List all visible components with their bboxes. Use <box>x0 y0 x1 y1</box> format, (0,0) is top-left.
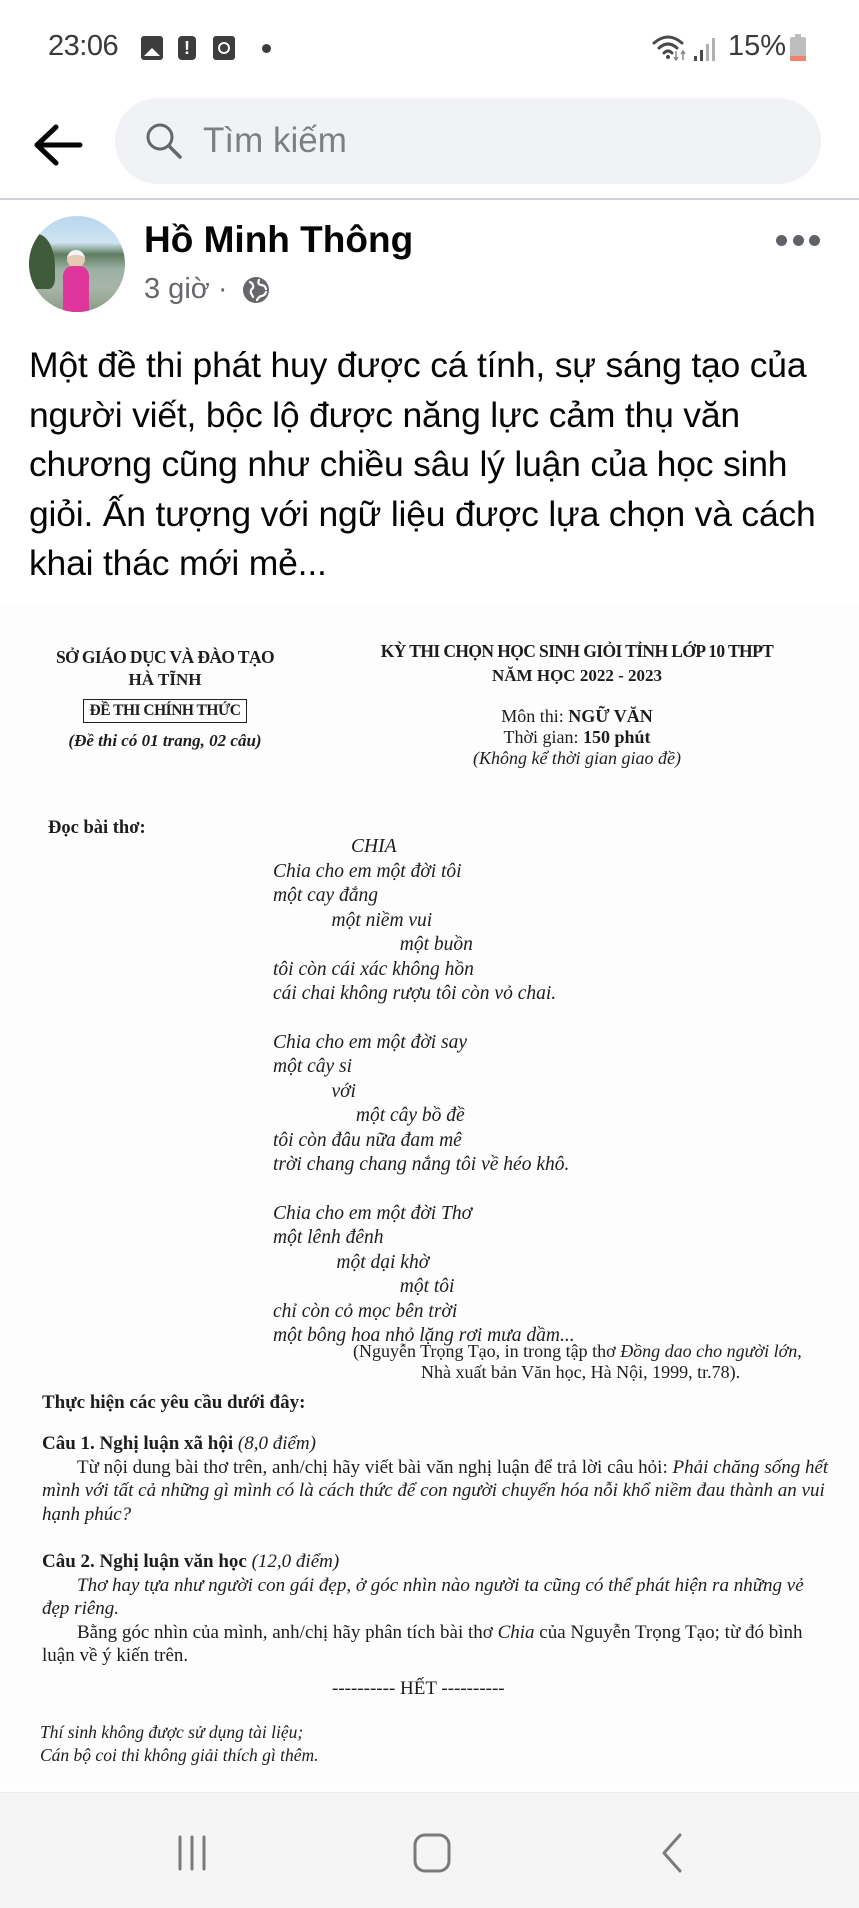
back-button[interactable] <box>28 115 88 175</box>
poem-line: một dại khờ <box>273 1251 430 1273</box>
question-2: Câu 2. Nghị luận văn học (12,0 điểm) Thơ hay tựa như người con gái đẹp, ở góc nhìn nào người ta cũng có thể phát hiện ra những vẻ đẹp riêng. Bằng góc nhìn của mình, anh/chị hãy phân tích bài thơ Chia của Nguyễn Trọng Tạo; từ đó bình luận về ý kiến trên. <box>42 1550 832 1668</box>
alert-notification-icon <box>178 36 196 60</box>
poem-line: trời chang chang nắng tôi về héo khô. <box>273 1154 570 1175</box>
doc-read-label: Đọc bài thơ: <box>48 818 146 838</box>
doc-org-block <box>40 647 290 751</box>
globe-icon <box>242 276 270 304</box>
system-nav-bar <box>0 1792 859 1908</box>
doc-time-note: (Không kể thời gian giao đề) <box>472 748 682 768</box>
post-text: Một đề thi phát huy được cá tính, sự sáng tạo của người viết, bộc lộ được năng lực cảm thụ văn chương cũng như chiều sâu lý luận của học sinh giỏi. Ấn tượng với ngữ liệu được lựa chọn và cách khai thác mới mẻ... <box>29 345 816 583</box>
doc-exam-block <box>362 641 792 769</box>
back-icon <box>652 1831 692 1875</box>
poem-title: CHIA <box>351 836 397 857</box>
post-time[interactable]: 3 giờ <box>144 273 210 305</box>
image-notification-icon <box>141 36 163 60</box>
poem-line: cái chai không rượu tôi còn vỏ chai. <box>273 983 557 1004</box>
home-icon <box>410 1831 454 1875</box>
doc-exam-title: KỲ THI CHỌN HỌC SINH GIỎI TỈNH LỚP 10 THPT <box>380 641 774 661</box>
more-notifications-dot-icon <box>262 44 271 53</box>
q2-title: Câu 2. Nghị luận văn học <box>42 1551 247 1572</box>
battery-percent: 15% <box>728 30 787 62</box>
poem-line: tôi còn đâu nữa đam mê <box>273 1129 462 1151</box>
more-horizontal-icon <box>776 235 787 246</box>
poem-line: Chia cho em một đời say <box>273 1031 468 1053</box>
wifi-icon <box>652 34 688 62</box>
status-bar <box>0 0 859 95</box>
search-icon <box>143 120 185 162</box>
poem-line: tôi còn cái xác không hồn <box>273 958 474 980</box>
author-name[interactable]: Hồ Minh Thông <box>144 219 414 260</box>
home-button[interactable] <box>402 1823 462 1883</box>
question-1: Câu 1. Nghị luận xã hội (8,0 điểm) Từ nội dung bài thơ trên, anh/chị hãy viết bài văn nghị luận để trả lời câu hỏi: Phải chăng sống hết mình với tất cả những gì mình có là cách thức để con người chuyển hóa nỗi khổ niềm đau thành an vui hạnh phúc? <box>42 1433 829 1525</box>
post-photo-exam-paper[interactable] <box>0 605 859 1785</box>
q2-points: (12,0 điểm) <box>246 1551 340 1572</box>
poem-line: với <box>273 1080 356 1102</box>
author-avatar[interactable] <box>29 216 125 312</box>
poem-line: Chia cho em một đời Thơ <box>273 1202 473 1224</box>
poem-line: một bông hoa nhỏ lặng rơi mưa dầm... <box>273 1325 575 1346</box>
end-mark: ---------- HẾT ---------- <box>332 1678 505 1699</box>
doc-org-line1: SỞ GIÁO DỤC VÀ ĐÀO TẠO <box>55 647 275 667</box>
search-input[interactable] <box>203 121 763 161</box>
poem-line: chỉ còn cỏ mọc bên trời <box>273 1300 458 1322</box>
poem-line: một cay đắng <box>273 885 379 906</box>
post-header <box>0 213 859 323</box>
doc-footnote: Thí sinh không được sử dụng tài liệu; Cán bộ coi thi không giải thích gì thêm. <box>40 1722 319 1765</box>
more-options-button[interactable] <box>776 225 820 255</box>
recent-apps-icon <box>172 1833 212 1873</box>
system-back-button[interactable] <box>642 1823 702 1883</box>
q1-points: (8,0 điểm) <box>233 1433 316 1454</box>
signal-icon <box>693 36 715 62</box>
q2-quote: Thơ hay tựa như người con gái đẹp, ở góc nhìn nào người ta cũng có thể phát hiện ra những vẻ đẹp riêng. <box>42 1574 804 1619</box>
search-box[interactable] <box>115 98 821 184</box>
poem-line: một cây bồ đề <box>273 1105 465 1126</box>
search-header <box>0 95 859 200</box>
poem-line: một buồn <box>273 934 473 955</box>
status-time: 23:06 <box>48 30 119 62</box>
clock-notification-icon <box>213 36 235 60</box>
poem-line: một tôi <box>273 1276 455 1297</box>
doc-school-year: NĂM HỌC 2022 - 2023 <box>492 666 662 685</box>
poem <box>273 835 575 1349</box>
battery-icon <box>790 34 806 61</box>
post-meta <box>144 273 270 306</box>
doc-pages-note: (Đề thi có 01 trang, 02 câu) <box>68 731 262 750</box>
doc-time: Thời gian: 150 phút <box>503 727 651 747</box>
poem-citation: (Nguyễn Trọng Tạo, in trong tập thơ Đồng dao cho người lớn, Nhà xuất bản Văn học, Hà Nội, 1999, tr.78). <box>353 1341 802 1382</box>
q1-title: Câu 1. Nghị luận xã hội <box>42 1433 234 1454</box>
meta-separator: · <box>209 273 236 305</box>
poem-line: một niềm vui <box>273 909 433 931</box>
doc-org-line2: HÀ TĨNH <box>128 670 202 689</box>
poem-line: Chia cho em một đời tôi <box>273 860 462 882</box>
requirements-label: Thực hiện các yêu cầu dưới đây: <box>42 1392 306 1413</box>
arrow-left-icon <box>32 123 84 167</box>
recent-apps-button[interactable] <box>162 1823 222 1883</box>
doc-official-label: ĐỀ THI CHÍNH THỨC <box>83 699 248 723</box>
doc-subject: Môn thi: NGỮ VĂN <box>501 706 653 726</box>
poem-line: một lênh đênh <box>273 1227 384 1248</box>
poem-line: một cây si <box>273 1056 353 1077</box>
